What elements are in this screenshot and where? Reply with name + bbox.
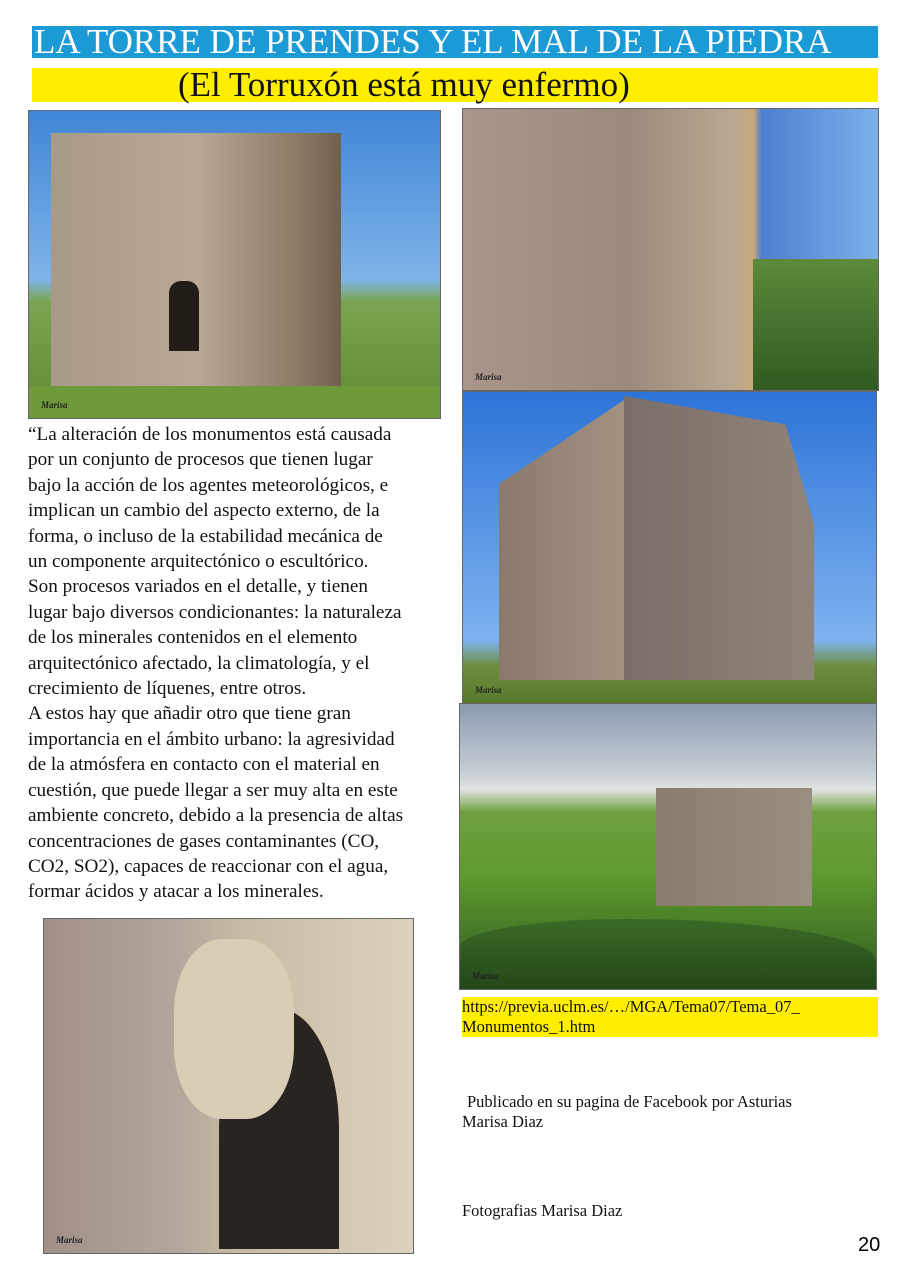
body-line: un componente arquitectónico o escultórico. — [28, 551, 369, 573]
source-link[interactable] — [462, 997, 878, 1037]
photo-watermark: Marisa — [56, 1235, 83, 1245]
source-link-line[interactable]: https://previa.uclm.es/…/MGA/Tema07/Tema_07_ — [462, 997, 800, 1016]
body-line: implican un cambio del aspecto externo, de la — [28, 500, 380, 522]
body-line: de la atmósfera en contacto con el material en — [28, 754, 380, 776]
body-line: importancia en el ámbito urbano: la agresividad — [28, 728, 395, 750]
photo-eroded-stone — [43, 918, 414, 1254]
body-line: cuestión, que puede llegar a ser muy alta en este — [28, 779, 398, 801]
published-line: Publicado en su pagina de Facebook por Asturias — [467, 1092, 792, 1111]
photo-wall-detail — [462, 108, 879, 391]
body-line: A estos hay que añadir otro que tiene gran — [28, 703, 351, 725]
page-title: LA TORRE DE PRENDES Y EL MAL DE LA PIEDRA — [32, 26, 878, 58]
body-line: arquitectónico afectado, la climatología, y el — [28, 652, 370, 674]
body-line: forma, o incluso de la estabilidad mecánica de — [28, 525, 383, 547]
article-body — [28, 422, 448, 905]
page-number: 20 — [858, 1234, 881, 1256]
body-line: ambiente concreto, debido a la presencia de altas — [28, 805, 404, 827]
body-line: concentraciones de gases contaminantes (CO, — [28, 830, 380, 852]
body-line: formar ácidos y atacar a los minerales. — [28, 881, 324, 903]
body-line: de los minerales contenidos en el elemento — [28, 627, 358, 649]
photo-watermark: Marisa — [475, 372, 502, 382]
body-line: “La alteración de los monumentos está causada — [28, 424, 392, 445]
photo-watermark: Marisa — [41, 400, 68, 410]
page-subtitle — [32, 65, 878, 104]
photo-tower-landscape — [459, 703, 877, 990]
body-line: CO2, SO2), capaces de reaccionar con el agua, — [28, 855, 389, 877]
photo-credit: Fotografias Marisa Diaz — [462, 1201, 623, 1220]
body-line: bajo la acción de los agentes meteorológicos, e — [28, 474, 389, 496]
published-note — [462, 1092, 792, 1132]
subtitle-text: (El Torruxón está muy enfermo) — [178, 65, 630, 104]
photo-tower-corner — [462, 391, 877, 704]
body-line: por un conjunto de procesos que tienen lugar — [28, 449, 373, 471]
published-line: Marisa Diaz — [462, 1112, 544, 1131]
photo-tower-front — [28, 110, 441, 419]
body-line: lugar bajo diversos condicionantes: la naturaleza — [28, 601, 402, 623]
body-line: crecimiento de líquenes, entre otros. — [28, 678, 307, 700]
photo-watermark: Marisa — [472, 971, 499, 981]
body-line: Son procesos variados en el detalle, y tienen — [28, 576, 368, 598]
source-link-line[interactable]: Monumentos_1.htm — [462, 1017, 596, 1036]
photo-watermark: Marisa — [475, 685, 502, 695]
